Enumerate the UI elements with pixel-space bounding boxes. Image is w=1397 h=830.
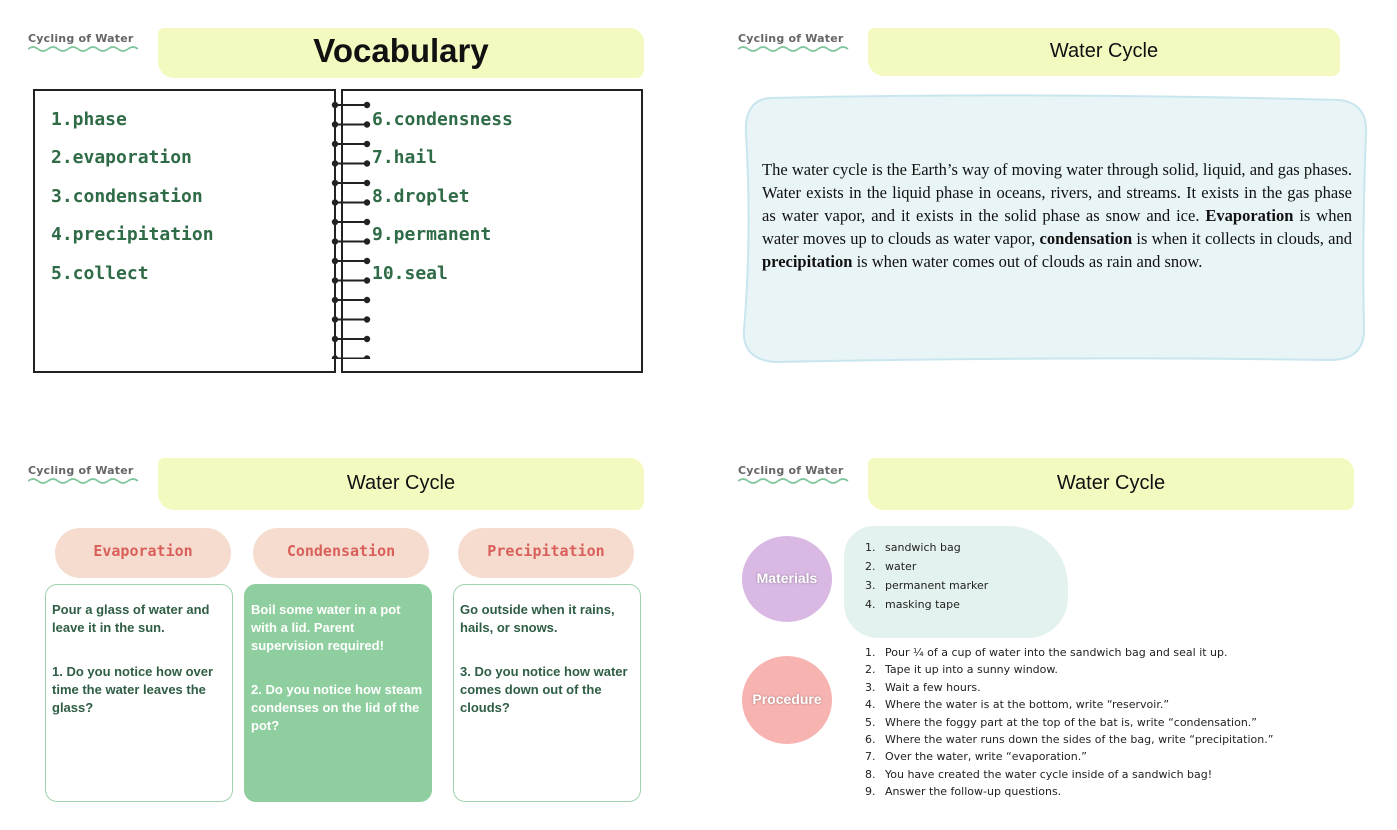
spiral-ring-end	[332, 141, 338, 147]
list-item	[865, 731, 1273, 748]
term-evaporation: Evaporation	[1205, 206, 1294, 225]
list-item	[865, 661, 1273, 678]
brand-wave-icon	[28, 45, 140, 53]
vocab-term: 3.condensation	[51, 186, 203, 207]
list-number: 1.	[865, 541, 876, 554]
materials-list	[865, 538, 988, 614]
list-number: 8.	[865, 767, 876, 781]
spiral-ring-end	[332, 336, 338, 342]
brand-label: Cycling of Water	[28, 32, 134, 45]
spiral-ring-end	[364, 258, 370, 264]
vocab-term: 8.droplet	[372, 186, 470, 207]
spiral-ring-end	[332, 160, 338, 166]
spiral-ring-end	[364, 102, 370, 108]
brand-label: Cycling of Water	[738, 32, 844, 45]
spiral-ring-end	[332, 316, 338, 322]
spiral-ring-end	[364, 180, 370, 186]
spiral-ring-end	[332, 102, 338, 108]
list-item	[865, 766, 1273, 783]
list-item	[865, 783, 1273, 800]
list-number: 3.	[865, 680, 876, 694]
spiral-ring-end	[364, 297, 370, 303]
materials-blob	[742, 536, 832, 622]
spiral-ring-end	[332, 219, 338, 225]
list-number: 5.	[865, 715, 876, 729]
list-text: Where the water runs down the sides of the bag, write “precipitation.”	[885, 733, 1274, 747]
paragraph-part: The water cycle is the Earth’s way of moving water through solid, liquid, and gas phases. Water exists in the liquid phase in oceans, rivers, and streams. It exists in the gas phase as water vapor, and it exists in the solid phase as snow and ice.	[762, 160, 1352, 225]
brand-label: Cycling of Water	[738, 464, 844, 477]
list-text: Over the water, write “evaporation.”	[885, 750, 1087, 764]
list-text: You have created the water cycle inside of a sandwich bag!	[885, 767, 1213, 781]
column-label: Precipitation	[487, 542, 605, 560]
column-header-condensation	[253, 528, 429, 578]
list-text: masking tape	[885, 598, 960, 611]
list-text: water	[885, 560, 917, 573]
title-banner	[158, 458, 644, 510]
list-text: permanent marker	[885, 579, 989, 592]
paragraph-part: is when water moves up to clouds as water vapor,	[762, 206, 1353, 248]
column-header-precipitation	[458, 528, 634, 578]
page-title: Vocabulary	[313, 32, 489, 69]
list-item	[865, 748, 1273, 765]
procedure-blob	[742, 656, 832, 744]
procedure-list	[865, 644, 1273, 801]
list-text: Where the water is at the bottom, write “reservoir.”	[885, 698, 1170, 712]
list-number: 9.	[865, 785, 876, 799]
list-text: Where the foggy part at the top of the bat is, write “condensation.”	[885, 715, 1257, 729]
spiral-ring-end	[364, 336, 370, 342]
spiral-ring-end	[332, 121, 338, 127]
paragraph-part: is when it collects in clouds, and	[1132, 229, 1353, 248]
activity-instruction: Pour a glass of water and leave it in the sun.	[52, 602, 210, 635]
spiral-ring-end	[364, 199, 370, 205]
list-item	[865, 714, 1273, 731]
spiral-ring-end	[332, 238, 338, 244]
spiral-ring-end	[364, 219, 370, 225]
spiral-ring-end	[332, 258, 338, 264]
spiral-ring-end	[364, 316, 370, 322]
vocab-term: 10.seal	[372, 263, 448, 284]
title-banner	[868, 458, 1354, 510]
page-title: Water Cycle	[1049, 40, 1159, 62]
activity-question: 1. Do you notice how over time the water leaves the glass?	[52, 664, 214, 715]
activity-card-precipitation	[453, 584, 641, 802]
spiral-ring-end	[332, 199, 338, 205]
page-title: Water Cycle	[346, 472, 456, 494]
activity-card-evaporation	[45, 584, 233, 802]
spiral-ring-end	[364, 277, 370, 283]
spiral-ring-end	[364, 238, 370, 244]
activity-card-condensation	[244, 584, 432, 802]
spiral-ring-end	[332, 297, 338, 303]
slide-vocabulary	[20, 18, 660, 398]
title-banner	[158, 28, 644, 78]
title-banner	[868, 28, 1340, 76]
list-item	[865, 644, 1273, 661]
vocab-term: 1.phase	[51, 109, 127, 130]
list-item	[865, 576, 988, 595]
brand-wave-icon	[28, 477, 140, 485]
list-number: 3.	[865, 579, 876, 592]
list-item	[865, 595, 988, 614]
spiral-ring-end	[364, 355, 370, 359]
slide-water-cycle-intro	[730, 18, 1390, 398]
materials-label: Materials	[756, 570, 818, 586]
list-number: 7.	[865, 750, 876, 764]
activity-question: 2. Do you notice how steam condenses on the lid of the pot?	[251, 682, 423, 733]
list-item	[865, 538, 988, 557]
list-item	[865, 696, 1273, 713]
vocab-term: 7.hail	[372, 147, 438, 168]
notebook	[33, 89, 643, 373]
page-title: Water Cycle	[1056, 472, 1166, 494]
list-number: 4.	[865, 698, 876, 712]
spiral-binding-icon	[331, 99, 371, 359]
column-label: Evaporation	[93, 542, 193, 560]
spiral-ring-end	[364, 121, 370, 127]
slide-water-cycle-experiment	[730, 450, 1390, 830]
water-cycle-paragraph	[762, 158, 1352, 273]
spiral-ring-end	[332, 277, 338, 283]
activity-instruction: Boil some water in a pot with a lid. Parent supervision required!	[251, 602, 401, 653]
spiral-ring-end	[332, 355, 338, 359]
activity-question: 3. Do you notice how water comes down out of the clouds?	[460, 664, 628, 715]
spiral-ring-end	[364, 141, 370, 147]
list-item	[865, 557, 988, 576]
list-text: Answer the follow-up questions.	[885, 785, 1062, 799]
list-number: 6.	[865, 733, 876, 747]
list-text: sandwich bag	[885, 541, 961, 554]
list-item	[865, 679, 1273, 696]
slide-water-cycle-activities	[20, 450, 660, 830]
term-precipitation: precipitation	[762, 252, 853, 271]
list-text: Pour ¼ of a cup of water into the sandwich bag and seal it up.	[885, 646, 1228, 659]
vocab-term: 9.permanent	[372, 224, 492, 245]
list-number: 1.	[865, 646, 876, 659]
brand-wave-icon	[738, 45, 850, 53]
brand-label: Cycling of Water	[28, 464, 134, 477]
list-number: 2.	[865, 560, 876, 573]
vocab-term: 6.condensness	[372, 109, 513, 130]
vocab-term: 4.precipitation	[51, 224, 214, 245]
list-text: Wait a few hours.	[885, 680, 981, 694]
list-number: 4.	[865, 598, 876, 611]
column-label: Condensation	[286, 542, 396, 560]
vocab-term: 2.evaporation	[51, 147, 192, 168]
procedure-label: Procedure	[752, 691, 822, 707]
activity-instruction: Go outside when it rains, hails, or snows.	[460, 602, 615, 635]
list-number: 2.	[865, 663, 876, 677]
column-header-evaporation	[55, 528, 231, 578]
paragraph-part: is when water comes out of clouds as rain and snow.	[852, 252, 1203, 271]
brand-wave-icon	[738, 477, 850, 485]
list-text: Tape it up into a sunny window.	[885, 663, 1058, 677]
vocab-term: 5.collect	[51, 263, 149, 284]
spiral-ring-end	[364, 160, 370, 166]
term-condensation: condensation	[1039, 229, 1133, 248]
spiral-ring-end	[332, 180, 338, 186]
